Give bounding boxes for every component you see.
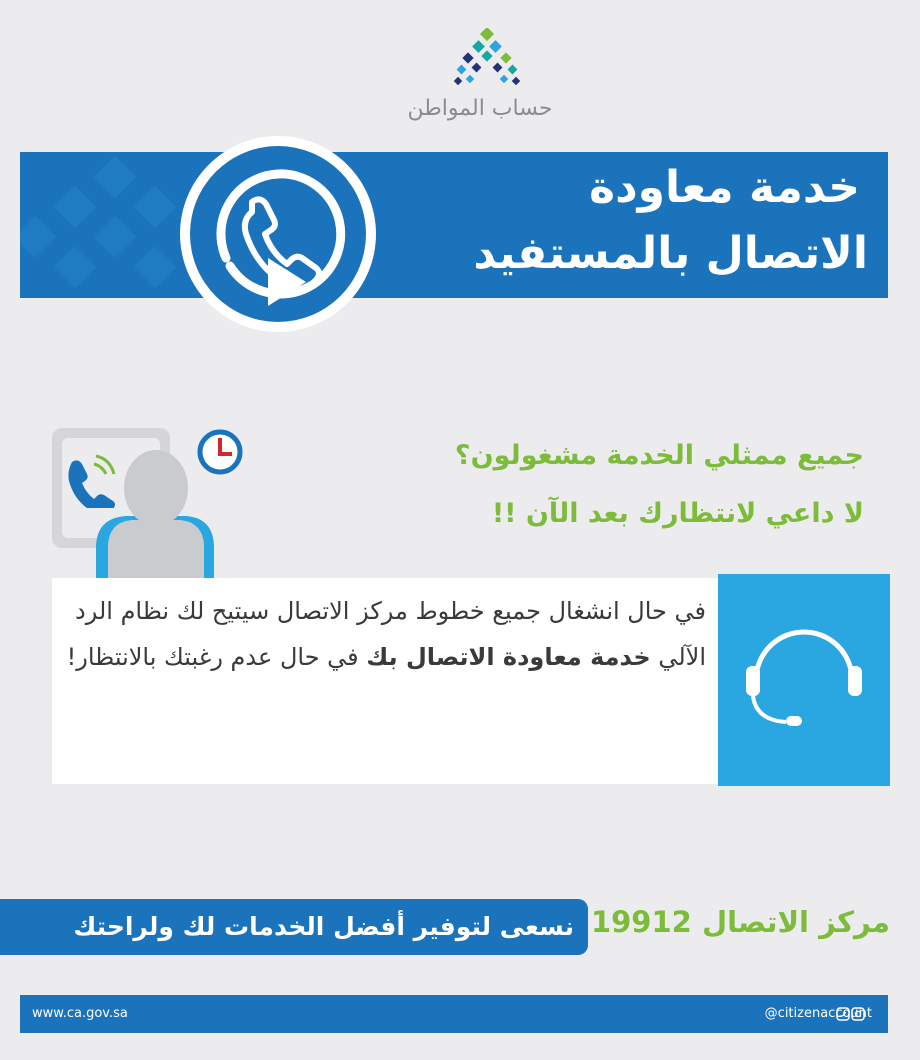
- slogan-text: نسعى لتوفير أفضل الخدمات لك ولراحتك: [73, 912, 574, 941]
- ringing-phone-icon: [64, 452, 120, 508]
- social-handle[interactable]: @citizenaccount: [764, 1006, 872, 1021]
- clock-icon: [196, 428, 244, 476]
- page-title-line1: خدمة معاودة: [589, 162, 860, 213]
- info-text-bold: خدمة معاودة الاتصال بك: [366, 643, 651, 671]
- headset-icon: [740, 610, 868, 740]
- call-center-number: مركز الاتصال 19912: [590, 905, 890, 939]
- question-line1: جميع ممثلي الخدمة مشغولون؟: [454, 440, 864, 471]
- logo-text: حساب المواطن: [407, 96, 553, 121]
- info-text-part1: في حال انشغال جميع خطوط مركز الاتصال سيتيح لك نظام الرد الآلي: [75, 597, 706, 671]
- twitter-instagram-icons[interactable]: [836, 1007, 866, 1021]
- info-text-part2: في حال عدم رغبتك بالانتظار!: [66, 643, 367, 671]
- logo-mark-icon: [452, 28, 522, 90]
- question-line2: لا داعي لانتظارك بعد الآن !!: [491, 498, 864, 529]
- website-link[interactable]: www.ca.gov.sa: [32, 1006, 128, 1021]
- page-title-line2: الاتصال بالمستفيد: [473, 228, 868, 279]
- footer-bar: [20, 995, 888, 1033]
- phone-callback-icon: [190, 146, 366, 322]
- info-paragraph: [60, 588, 706, 680]
